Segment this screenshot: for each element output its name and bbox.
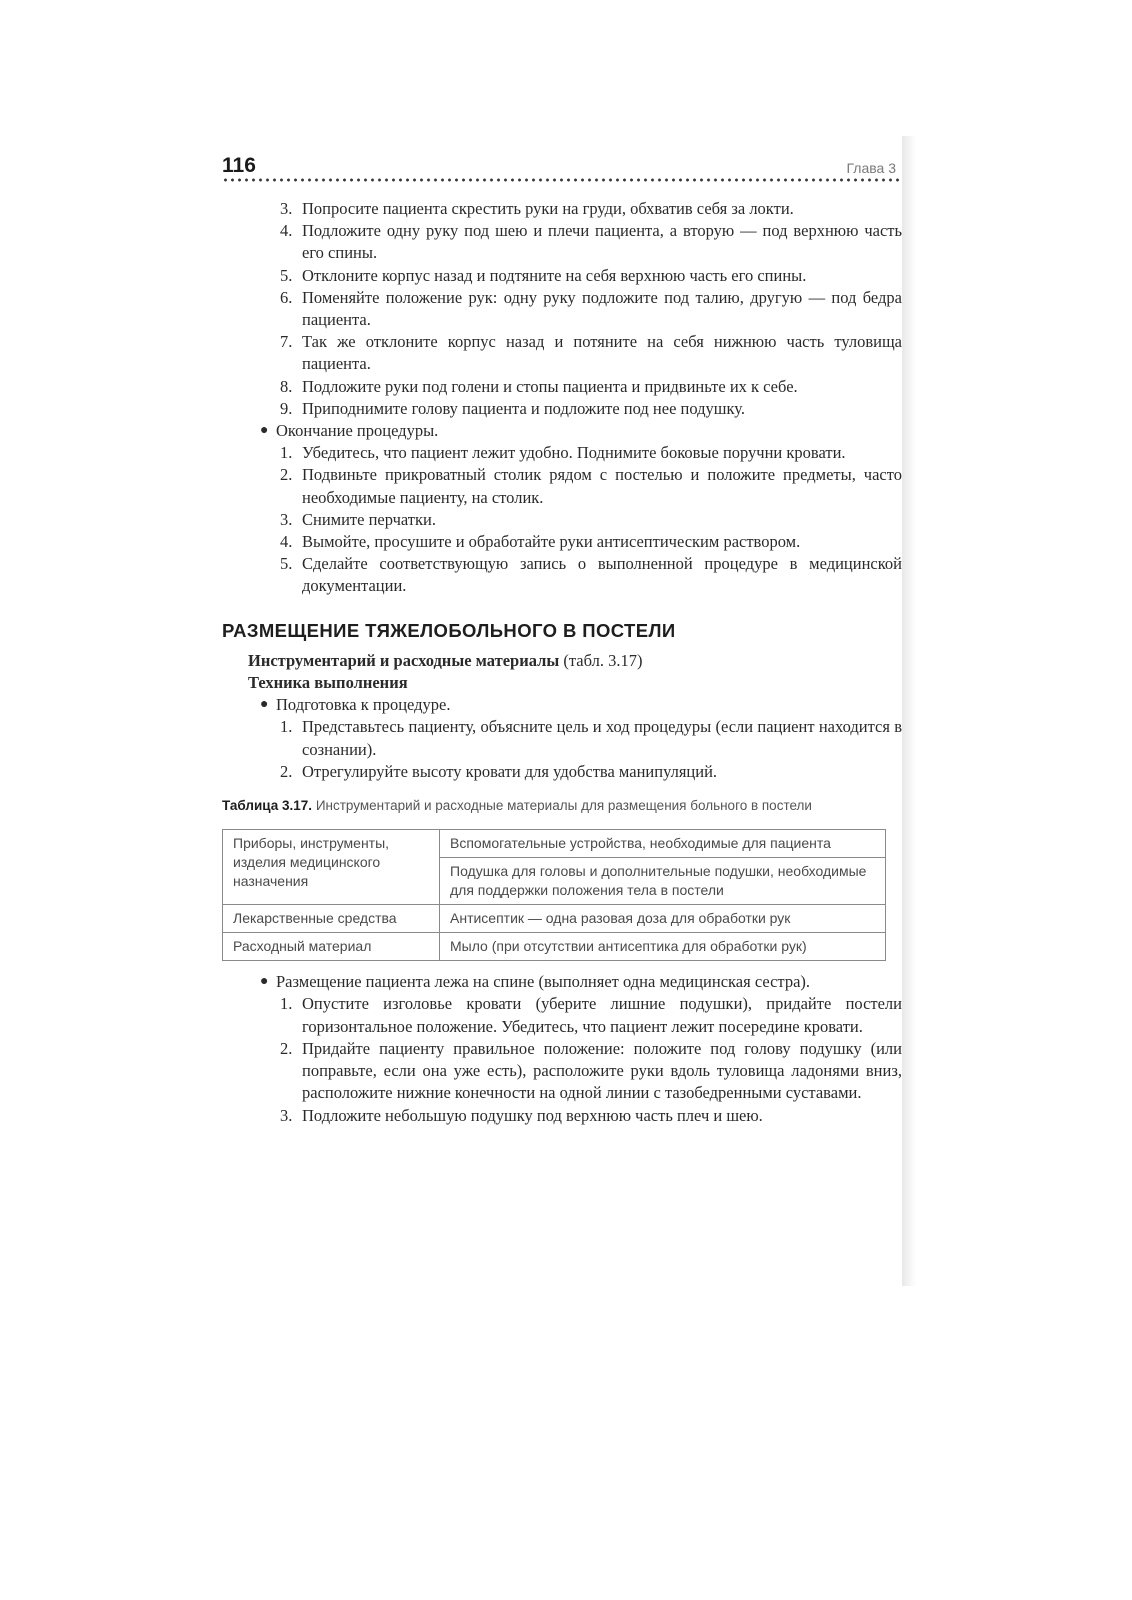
bullet-icon: ● [260, 974, 269, 990]
list-item: 2. Подвиньте прикроватный столик рядом с постелью и положите предметы, часто необходимые пациенту, на столик. [280, 465, 902, 507]
list-item: 6. Поменяйте положение рук: одну руку подложите под талию, другую — под бедра пациента. [280, 287, 902, 330]
page-content [222, 198, 902, 1127]
table-caption: Таблица 3.17. Инструментарий и расходные материалы для размещения больного в постели [222, 798, 812, 814]
list-item: 5. Отклоните корпус назад и подтяните на себя верхнюю часть его спины. [280, 265, 807, 285]
list-item: 8. Подложите руки под голени и стопы пациента и придвиньте их к себе. [280, 376, 798, 396]
list-item: 1. Убедитесь, что пациент лежит удобно. Поднимите боковые поручни кровати. [280, 443, 846, 463]
technique-line: Техника выполнения [248, 673, 408, 693]
supine-bullet: ● Размещение пациента лежа на спине (выполняет одна медицинская сестра). [222, 971, 902, 993]
table-row [223, 830, 886, 858]
list-item: 7. Так же отклоните корпус назад и потяните на себя нижнюю часть туловища пациента. [280, 332, 902, 374]
prep-list [222, 716, 902, 783]
list-item: 9. Приподнимите голову пациента и подложите под нее подушку. [280, 398, 745, 418]
steps-continued-list [222, 198, 902, 420]
table-cell: Подушка для головы и дополнительные подушки, необходимые для поддержки положения тела в постели [440, 858, 886, 905]
list-item: 5. Сделайте соответствующую запись о выполненной процедуре в медицинской документации. [280, 554, 902, 596]
supine-list [222, 993, 902, 1126]
list-item: 3. Снимите перчатки. [280, 509, 436, 529]
dotted-divider [222, 178, 902, 182]
list-item: 1. Опустите изголовье кровати (уберите лишние подушки), придайте постели горизонтальное положение. Убедитесь, что пациент лежит посередине кровати. [280, 994, 902, 1036]
table-cell: Вспомогательные устройства, необходимые для пациента [440, 830, 886, 858]
end-procedure-list [222, 442, 902, 597]
bullet-icon: ● [260, 423, 269, 439]
table-cell: Приборы, инструменты, изделия медицинского назначения [223, 830, 440, 905]
bullet-icon: ● [260, 697, 269, 713]
table-cell: Расходный материал [223, 933, 440, 961]
table-cell: Мыло (при отсутствии антисептика для обработки рук) [440, 933, 886, 961]
table-row [223, 905, 886, 933]
table-cell: Лекарственные средства [223, 905, 440, 933]
list-item: 1. Представьтесь пациенту, объясните цель и ход процедуры (если пациент находится в сознании). [280, 717, 902, 759]
list-item: 2. Придайте пациенту правильное положение: положите под голову подушку (или поправьте, если она уже есть), расположите руки вдоль туловища ладонями вниз, расположите нижние конечности на одной линии с тазобедренными суставами. [280, 1038, 902, 1103]
page-edge-shadow [902, 136, 916, 1286]
prep-bullet: ● Подготовка к процедуре. [222, 694, 902, 716]
table-cell: Антисептик — одна разовая доза для обработки рук [440, 905, 886, 933]
section-heading: РАЗМЕЩЕНИЕ ТЯЖЕЛОБОЛЬНОГО В ПОСТЕЛИ [222, 619, 676, 641]
list-item: 2. Отрегулируйте высоту кровати для удобства манипуляций. [280, 761, 718, 781]
list-item: 3. Попросите пациента скрестить руки на груди, обхватив себя за локти. [280, 199, 794, 218]
list-item: 3. Подложите небольшую подушку под верхнюю часть плеч и шею. [280, 1105, 763, 1125]
instruments-line: Инструментарий и расходные материалы (табл. 3.17) [248, 650, 643, 670]
end-procedure-bullet: ● Окончание процедуры. [222, 420, 902, 442]
list-item: 4. Подложите одну руку под шею и плечи пациента, а вторую — под верхнюю часть его спины. [280, 221, 902, 263]
page-number: 116 [222, 154, 256, 177]
supplies-table [222, 829, 886, 961]
table-row [223, 933, 886, 961]
page-header [222, 150, 902, 188]
list-item: 4. Вымойте, просушите и обработайте руки антисептическим раствором. [280, 532, 801, 552]
chapter-label: Глава 3 [846, 160, 896, 176]
